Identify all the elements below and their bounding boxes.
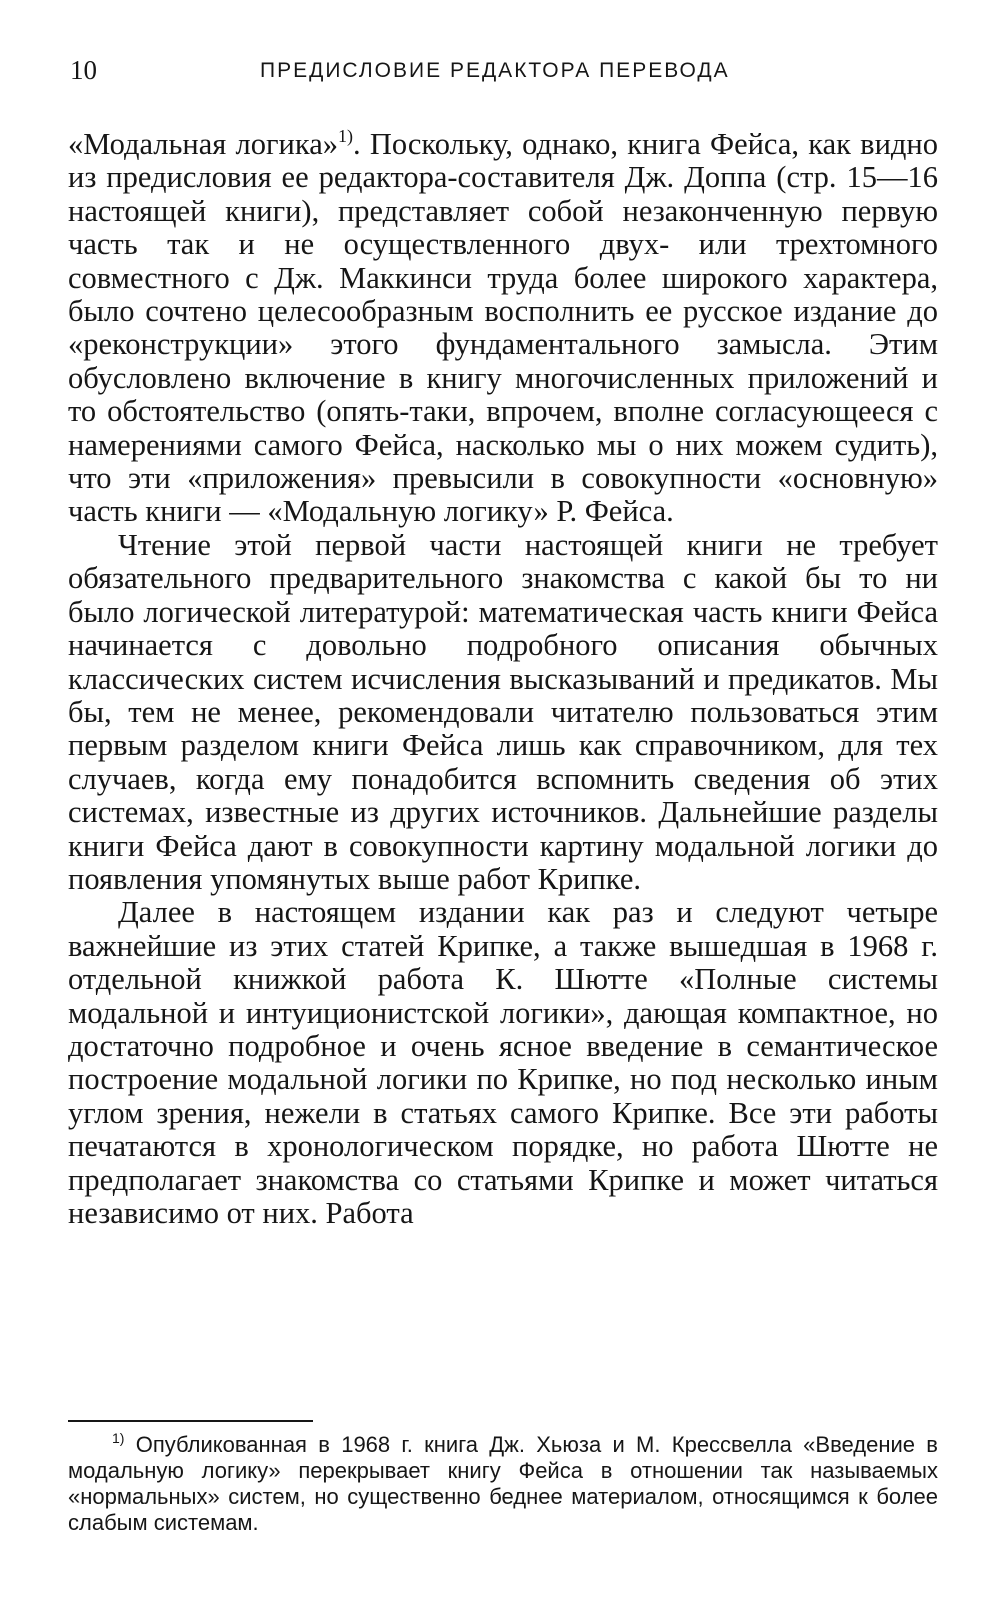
page-number: 10 xyxy=(70,55,97,85)
page-header xyxy=(70,52,950,92)
running-title: ПРЕДИСЛОВИЕ РЕДАКТОРА ПЕРЕВОДА xyxy=(260,59,730,82)
paragraph-3: Далее в настоящем издании как раз и следуют четыре важнейшие из этих статей Крипке, а также вышедшая в 1968 г. отдельной книжкой работа К. Шютте «Полные системы модальной и интуиционистской логики», дающая компактное, но достаточно подробное и очень ясное введение в семантическое построение модальной логики по Крипке, но под несколько иным углом зрения, нежели в статьях самого Крипке. Все эти работы печатаются в хронологическом порядке, но работа Шютте не предполагает знакомства со статьями Крипке и может читаться независимо от них. Работа xyxy=(68,895,938,1230)
body-text xyxy=(68,128,938,1230)
paragraph-2: Чтение этой первой части настоящей книги не требует обязательного предварительного знакомства с какой бы то ни было логической литературой: математическая часть книги Фейса начинается с довольно подробного описания обычных классических систем исчисления высказываний и предикатов. Мы бы, тем не менее, рекомендовали читателю пользоваться этим первым разделом книги Фейса лишь как справочником, для тех случаев, когда ему понадобится вспомнить сведения об этих системах, известные из других источников. Дальнейшие разделы книги Фейса дают в совокупности картину модальной логики до появления упомянутых выше работ Крипке. xyxy=(68,527,938,896)
paragraph-1-rest: . Поскольку, однако, книга Фейса, как видно из предисловия ее редактора-составителя Дж. Доппа (стр. 15—16 настоящей книги), представляет собой незаконченную первую часть так и не осуществленного двух- или трехтомного совместного с Дж. Маккинси труда более широкого характера, было сочтено целесообразным восполнить ее русское издание до «реконструкции» этого фундаментального замысла. Этим обусловлено включение в книгу многочисленных приложений и то обстоятельство (опять-таки, впрочем, вполне согласующееся с намерениями самого Фейса, насколько мы о них можем судить), что эти «приложения» превысили в совокупности «основную» часть книги — «Модальную логику» Р. Фейса. xyxy=(68,127,938,529)
paragraph-1-start: «Модальная логика» xyxy=(68,127,338,161)
footnote-reference: 1) xyxy=(338,126,353,146)
footnote-divider xyxy=(68,1420,313,1422)
footnote xyxy=(68,1432,938,1536)
footnote-mark: 1) xyxy=(112,1430,125,1446)
paragraph-1 xyxy=(68,128,938,529)
footnote-text: Опубликованная в 1968 г. книга Дж. Хьюза и М. Крессвелла «Введение в модальную логику» перекрывает книгу Фейса в отношении так называемых «нормальных» систем, но существенно беднее материалом, относящимся к более слабым системам. xyxy=(68,1432,938,1535)
